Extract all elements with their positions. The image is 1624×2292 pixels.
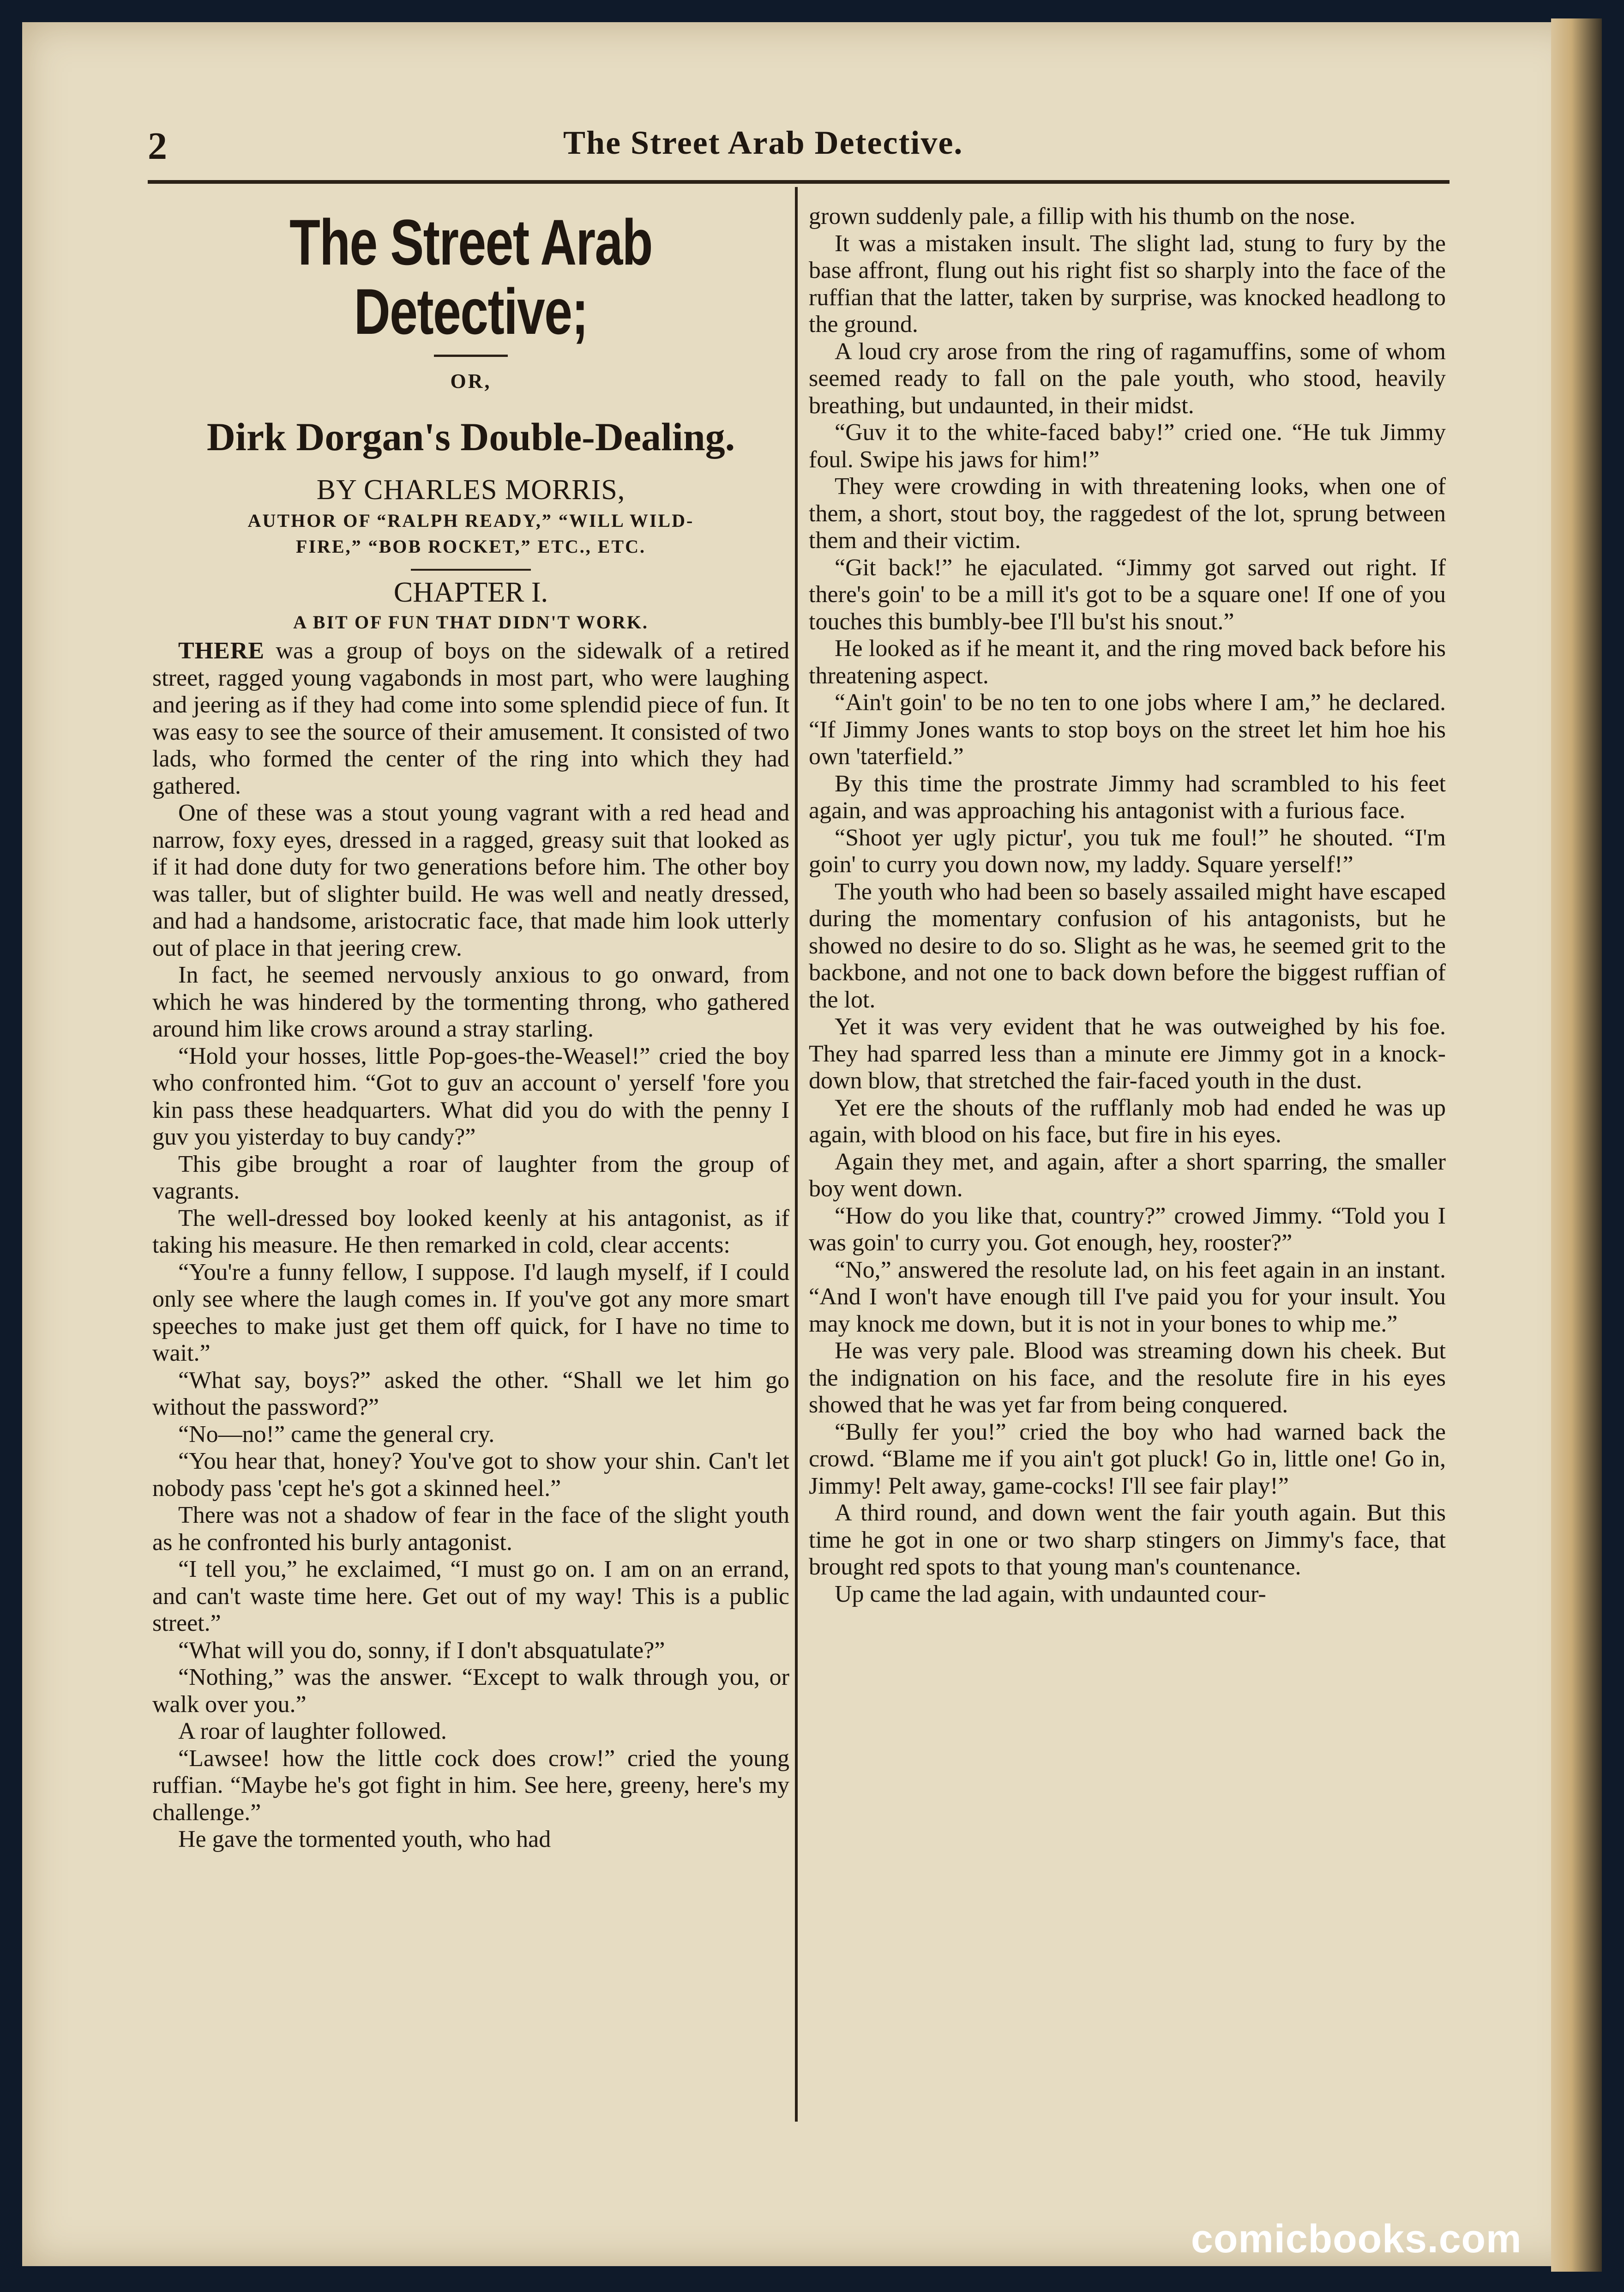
paragraph: “You hear that, honey? You've got to show your shin. Can't let nobody pass 'cept he's got a skinned heel.” — [152, 1448, 789, 1502]
paragraph: Yet ere the shouts of the rufflanly mob had ended he was up again, with blood on his face, but fire in his eyes. — [809, 1094, 1446, 1148]
paragraph: This gibe brought a roar of laughter from the group of vagrants. — [152, 1151, 789, 1204]
author-credits-line: AUTHOR OF “RALPH READY,” “WILL WILD- — [247, 510, 694, 531]
paragraph: “What say, boys?” asked the other. “Shall we let him go without the password?” — [152, 1367, 789, 1420]
right-column — [809, 203, 1446, 1608]
or-line: OR, — [450, 370, 492, 392]
paragraph: He gave the tormented youth, who had — [178, 1826, 551, 1852]
site-watermark: comicbooks.com — [1191, 2217, 1522, 2261]
left-column — [152, 203, 789, 1853]
paragraph: “Nothing,” was the answer. “Except to walk through you, or walk over you.” — [152, 1664, 789, 1718]
header-rule — [148, 180, 1450, 184]
paragraph: A roar of laughter followed. — [178, 1718, 447, 1744]
paragraph: They were crowding in with threatening looks, when one of them, a short, stout boy, the raggedest of the lot, sprung between them and their victim. — [809, 473, 1446, 554]
paragraph: By this time the prostrate Jimmy had scrambled to his feet again, and was approaching his antagonist with a furious face. — [809, 770, 1446, 824]
running-head — [148, 124, 1450, 179]
paragraph: “Bully fer you!” cried the boy who had warned back the crowd. “Blame me if you ain't got pluck! Go in, little one! Go in, Jimmy! Pelt away, game-cocks! I'll see fair play!” — [809, 1418, 1446, 1499]
chapter-heading: CHAPTER I. — [393, 577, 548, 608]
paragraph: He was very pale. Blood was streaming down his cheek. But the indignation on his face, and the resolute fire in his eyes showed that he was yet far from being conquered. — [809, 1338, 1446, 1418]
story-subtitle: Dirk Dorgan's Double-Dealing. — [206, 414, 735, 459]
paragraph: “What will you do, sonny, if I don't absquatulate?” — [178, 1637, 665, 1664]
author-credits — [152, 508, 789, 560]
story-title: The Street Arab Detective; — [289, 206, 652, 348]
paragraph: “Ain't goin' to be no ten to one jobs where I am,” he declared. “If Jimmy Jones wants to stop boys on the street let him hoe his own 'taterfield.” — [809, 689, 1446, 770]
paragraph: “You're a funny fellow, I suppose. I'd laugh myself, if I could only see where the laugh comes in. If you've got any more smart speeches to make just get them off quick, for I have no time to wait.” — [152, 1259, 789, 1366]
paragraph: “Hold your hosses, little Pop-goes-the-Weasel!” cried the boy who confronted him. “Got to guv an account o' yerself 'fore you kin pass these headquarters. What did you do with the penny I guv you yisterday to buy candy?” — [152, 1043, 789, 1150]
paragraph: “Shoot yer ugly pictur', you tuk me foul!” he shouted. “I'm goin' to curry you down now, my laddy. Square yerself!” — [809, 824, 1446, 878]
byline: BY CHARLES MORRIS, — [316, 474, 626, 506]
page-edge — [1551, 18, 1602, 2272]
paragraph: One of these was a stout young vagrant with a red head and narrow, foxy eyes, dressed in a ragged, greasy suit that looked as if it had done duty for two generations before him. The other boy was taller, but of slighter build. He was well and neatly dressed, and had a handsome, aristocratic face, that made him look utterly out of place in that jeering crew. — [152, 800, 789, 961]
chapter-subtitle: A BIT OF FUN THAT DIDN'T WORK. — [293, 611, 649, 633]
paragraph-continuation: grown suddenly pale, a fillip with his thumb on the nose. — [809, 203, 1356, 229]
paragraph: A loud cry arose from the ring of ragamuffins, some of whom seemed ready to fall on the pale youth, who stood, heavily breathing, but undaunted, in their midst. — [809, 338, 1446, 419]
paragraph: The well-dressed boy looked keenly at his antagonist, as if taking his measure. He then remarked in cold, clear accents: — [152, 1205, 789, 1258]
paragraph: Up came the lad again, with undaunted cour- — [835, 1580, 1266, 1607]
paragraph: In fact, he seemed nervously anxious to go onward, from which he was hindered by the tormenting throng, who gathered around him like crows around a stray starling. — [152, 962, 789, 1042]
title-rule — [434, 355, 508, 357]
paragraph — [152, 638, 789, 800]
paragraph: “How do you like that, country?” crowed Jimmy. “Told you I was goin' to curry you. Got enough, hey, rooster?” — [809, 1202, 1446, 1256]
author-credits-line: FIRE,” “BOB ROCKET,” ETC., ETC. — [296, 536, 646, 557]
paragraph: It was a mistaken insult. The slight lad, stung to fury by the base affront, flung out his right fist so sharply into the face of the ruffian that the latter, taken by surprise, was knocked headlong to the ground. — [809, 230, 1446, 338]
paragraph: Again they met, and again, after a short sparring, the smaller boy went down. — [809, 1148, 1446, 1202]
paragraph: There was not a shadow of fear in the face of the slight youth as he confronted his burly antagonist. — [152, 1502, 789, 1556]
paragraph-text: was a group of boys on the sidewalk of a retired street, ragged young vagabonds in most part, who were laughing and jeering as if they had come into some splendid piece of fun. It was easy to see the source of their amusement. It consisted of two lads, who formed the center of the ring into which they had gathered. — [152, 638, 789, 799]
paragraph: He looked as if he meant it, and the ring moved back before his threatening aspect. — [809, 635, 1446, 689]
paragraph: “I tell you,” he exclaimed, “I must go on. I am on an errand, and can't waste time here. Get out of my way! This is a public street.” — [152, 1556, 789, 1636]
drop-word: THERE — [178, 638, 265, 664]
column-rule — [795, 187, 798, 2122]
paragraph: The youth who had been so basely assailed might have escaped during the momentary confusion of his antagonists, but he showed no desire to do so. Slight as he was, he seemed grit to the backbone, and not one to back down before the biggest ruffian of the lot. — [809, 878, 1446, 1013]
page-number: 2 — [148, 125, 167, 168]
paragraph: “Guv it to the white-faced baby!” cried one. “He tuk Jimmy foul. Swipe his jaws for him!” — [809, 419, 1446, 473]
paragraph: Yet it was very evident that he was outweighed by his foe. They had sparred less than a minute ere Jimmy got in a knock-down blow, that stretched the fair-faced youth in the dust. — [809, 1013, 1446, 1094]
paragraph: “No—no!” came the general cry. — [178, 1421, 495, 1448]
chapter-rule — [411, 569, 531, 571]
paragraph: “Git back!” he ejaculated. “Jimmy got sarved out right. If there's goin' to be a mill it's got to be a square one! If one of you touches this bumbly-bee I'll bu'st his snout.” — [809, 554, 1446, 635]
paragraph: A third round, and down went the fair youth again. But this time he got in one or two sharp stingers on Jimmy's face, that brought red spots to that young man's countenance. — [809, 1500, 1446, 1580]
paragraph: “No,” answered the resolute lad, on his feet again in an instant. “And I won't have enough till I've paid you for your insult. You may knock me down, but it is not in your bones to whip me.” — [809, 1256, 1446, 1337]
running-title: The Street Arab Detective. — [563, 124, 963, 161]
paragraph: “Lawsee! how the little cock does crow!” cried the young ruffian. “Maybe he's got fight in him. See here, greeny, here's my challenge.” — [152, 1745, 789, 1826]
